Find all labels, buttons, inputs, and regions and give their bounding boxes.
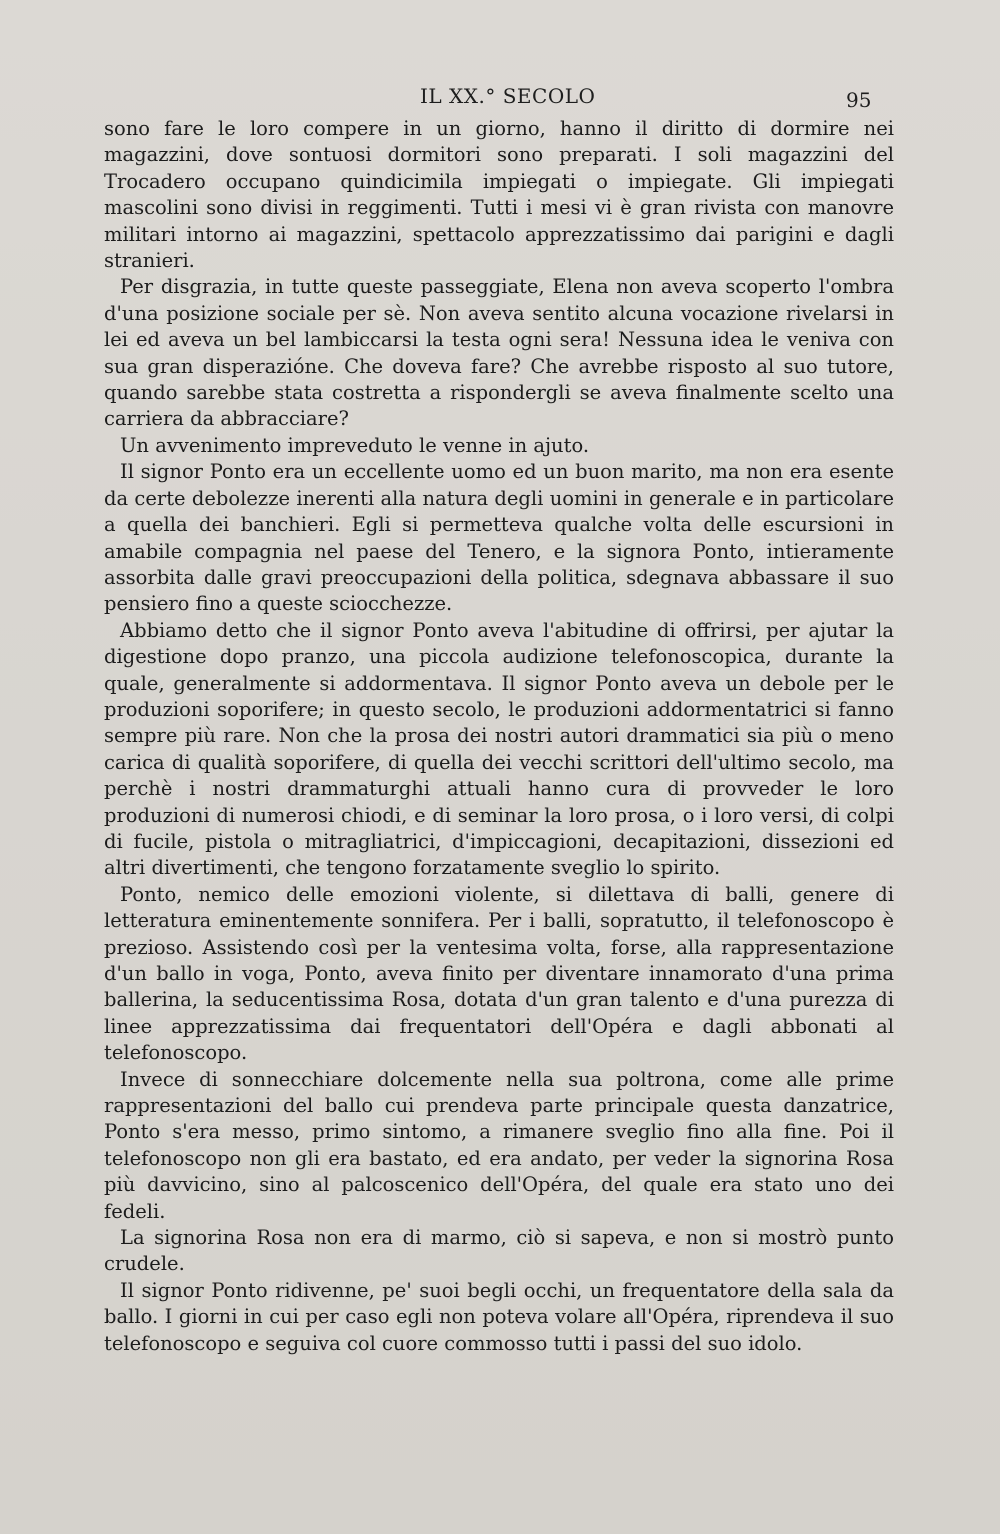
paragraph: Il signor Ponto ridivenne, pe' suoi begli occhi, un frequentatore della sala da ballo. I giorni in cui per caso egli non poteva volare all'Opéra, riprendeva il suo telefonoscopo e seguiva col cuore commosso tutti i passi del suo idolo. (104, 1278, 894, 1355)
paragraph: Il signor Ponto era un eccellente uomo ed un buon marito, ma non era esente da certe debolezze inerenti alla natura degli uomini in generale e in particolare a quella dei banchieri. Egli si permetteva qualche volta delle escursioni in amabile compagnia nel paese del Tenero, e la signora Ponto, intieramente assorbita dalle gravi preoccupazioni della politica, sdegnava abbassare il suo pensiero fino a queste sciocchezze. (104, 460, 894, 616)
page-number: 95 (846, 88, 872, 112)
paragraph: Un avvenimento impreveduto le venne in ajuto. (120, 433, 590, 457)
running-title: IL XX.° SECOLO (420, 84, 596, 108)
page-header (0, 84, 1000, 120)
paragraph: sono fare le loro compere in un giorno, hanno il diritto di dormire nei magazzini, dove sontuosi dormitori sono preparati. I soli magazzini del Trocadero occupano quindicimila impiegati o impiegate. Gli impiegati mascolini sono divisi in reggimenti. Tutti i mesi vi è gran rivista con manovre militari intorno ai magazzini, spettacolo apprezzatissimo dai parigini e dagli stranieri. (104, 117, 894, 273)
paragraph: Invece di sonnecchiare dolcemente nella sua poltrona, come alle prime rappresentazioni del ballo cui prendeva parte principale questa danzatrice, Ponto s'era messo, primo sintomo, a rimanere sveglio fino alla fine. Poi il telefonoscopo non gli era bastato, ed era andato, per veder la signorina Rosa più davvicino, sino al palcoscenico dell'Opéra, del quale era stato uno dei fedeli. (104, 1067, 894, 1223)
paragraph: Abbiamo detto che il signor Ponto aveva l'abitudine di offrirsi, per ajutar la digestione dopo pranzo, una piccola audizione telefonoscopica, durante la quale, generalmente si addormentava. Il signor Ponto aveva un debole per le produzioni soporifere; in questo secolo, le produzioni addormentatrici si fanno sempre più rare. Non che la prosa dei nostri autori drammatici sia più o meno carica di qualità soporifere, di quella dei vecchi scrittori dell'ultimo secolo, ma perchè i nostri drammaturghi attuali hanno cura di provveder le loro produzioni di numerosi chiodi, e di seminar la loro prosa, o i loro versi, di colpi di fucile, pistola o mitragliatrici, d'impiccagioni, decapitazioni, dissezioni ed altri divertimenti, che tengono forzatamente sveglio lo spirito. (104, 618, 894, 880)
paragraph: Per disgrazia, in tutte queste passeggiate, Elena non aveva scoperto l'ombra d'una posizione sociale per sè. Non aveva sentito alcuna vocazione rivelarsi in lei ed aveva un bel lambiccarsi la testa ogni sera! Nessuna idea le veniva con sua gran disperazióne. Che doveva fare? Che avrebbe risposto al suo tutore, quando sarebbe stata costretta a rispondergli se aveva finalmente scelto una carriera da abbracciare? (104, 275, 894, 431)
body-text (104, 116, 894, 1357)
paragraph: La signorina Rosa non era di marmo, ciò si sapeva, e non si mostrò punto crudele. (104, 1226, 894, 1276)
paragraph: Ponto, nemico delle emozioni violente, si dilettava di balli, genere di letteratura eminentemente sonnifera. Per i balli, sopratutto, il telefonoscopo è prezioso. Assistendo così per la ventesima volta, forse, alla rappresentazione d'un ballo in voga, Ponto, aveva finito per diventare innamorato d'una prima ballerina, la seducentissima Rosa, dotata d'un gran talento e d'una purezza di linee apprezzatissima dai frequentatori dell'Opéra e dagli abbonati al telefonoscopo. (104, 882, 894, 1065)
